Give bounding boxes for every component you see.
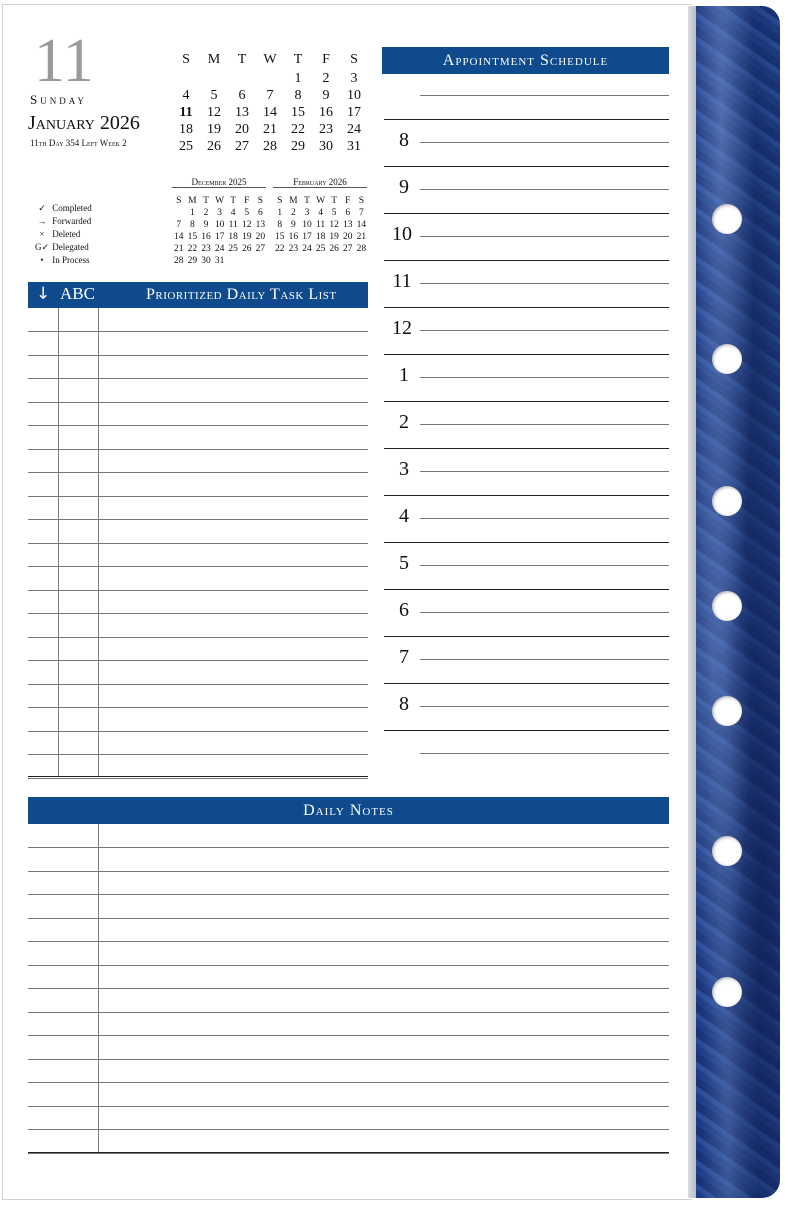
appointment-hour-line: [384, 542, 669, 543]
binder-spine: [688, 6, 696, 1198]
next-month-day-cell: 18: [315, 232, 326, 242]
notes-line: [28, 918, 669, 919]
appointment-hour-line: [384, 354, 669, 355]
prev-month-day-cell: 8: [190, 220, 195, 230]
prev-month-day-cell: 28: [174, 256, 184, 266]
notes-line: [28, 1059, 669, 1060]
legend-label: Forwarded: [50, 216, 92, 226]
legend-symbol: →: [37, 216, 47, 226]
task-row-line: [28, 707, 368, 708]
prev-month-day-cell: 3: [217, 208, 222, 218]
prev-month-day-cell: 19: [242, 232, 252, 242]
next-month-day-cell: 5: [331, 208, 337, 218]
appointment-half-line: [420, 189, 669, 190]
task-row-line: [28, 355, 368, 356]
next-month-day-cell: 25: [315, 244, 326, 254]
month-day-cell: 20: [235, 121, 249, 137]
prev-month-calendar: [172, 195, 267, 267]
next-month-day-cell: 9: [291, 220, 296, 230]
legend-symbol: ×: [39, 229, 45, 239]
next-month-weekday-header: M: [289, 196, 298, 206]
month-day-cell: 4: [182, 87, 190, 103]
prev-month-day-cell: 11: [228, 220, 238, 230]
legend-label: Deleted: [50, 229, 81, 239]
month-day-cell: 8: [294, 87, 302, 103]
binder-hole-icon: [712, 836, 742, 866]
prev-month-day-cell: 29: [187, 256, 198, 266]
month-weekday-header: F: [322, 52, 330, 67]
next-month-weekday-header: T: [304, 196, 310, 206]
binder-hole-icon: [712, 204, 742, 234]
appointment-hour-label: 12: [392, 317, 412, 339]
month-day-cell: 15: [291, 104, 305, 120]
appointment-hour-label: 8: [399, 129, 409, 151]
prev-month-day-cell: 13: [255, 220, 266, 230]
month-day-cell: 22: [291, 121, 305, 137]
month-day-cell: 13: [235, 104, 249, 120]
task-row-line: [28, 566, 368, 567]
appointment-half-line: [420, 706, 669, 707]
next-month-day-cell: 12: [329, 220, 339, 230]
prev-month-day-cell: 7: [176, 220, 182, 230]
month-day-cell: 18: [179, 121, 193, 137]
next-month-title: February 2026: [273, 177, 367, 188]
task-row-line: [28, 472, 368, 473]
appointment-hour-line: [384, 589, 669, 590]
down-arrow-icon: ↓: [36, 284, 51, 304]
next-month-day-cell: 16: [288, 232, 299, 242]
month-day-cell: 31: [347, 138, 361, 154]
prev-month-day-cell: [172, 207, 186, 219]
month-day-cell: 3: [350, 70, 358, 86]
prev-month-day-cell: 21: [174, 244, 184, 254]
prev-month-weekday-header: T: [203, 196, 209, 206]
month-day-cell: 26: [207, 138, 221, 154]
next-month-day-cell: 28: [356, 244, 367, 254]
task-column-divider: [58, 308, 59, 776]
next-month-day-cell: 21: [356, 232, 367, 242]
task-list-header: [28, 282, 368, 308]
prev-month-day-cell: 2: [203, 208, 209, 218]
next-month-calendar: [273, 195, 368, 255]
month-day-cell: 23: [319, 121, 333, 137]
appointment-hour-line: [384, 730, 669, 731]
month-year-label: January 2026: [28, 112, 140, 134]
next-month-day-cell: 23: [288, 244, 299, 254]
binder-hole-icon: [712, 344, 742, 374]
appointment-half-line: [420, 753, 669, 754]
month-day-cell: 10: [347, 87, 361, 103]
prev-month-day-cell: 14: [174, 232, 184, 242]
appointment-hour-label: 3: [399, 458, 409, 480]
task-row-line: [28, 543, 368, 544]
notes-line: [28, 941, 669, 942]
month-weekday-header: M: [207, 52, 221, 67]
appointment-half-line: [420, 236, 669, 237]
prev-month-day-cell: 15: [187, 232, 198, 242]
prev-month-day-cell: 1: [190, 208, 195, 218]
month-day-cell: 2: [322, 70, 330, 86]
task-row-line: [28, 637, 368, 638]
prev-month-day-cell: 10: [214, 220, 225, 230]
appointment-hour-label: 7: [399, 646, 409, 668]
next-month-day-cell: 2: [291, 208, 296, 218]
prev-month-day-cell: [240, 255, 254, 267]
next-month-day-cell: 6: [345, 208, 351, 218]
month-day-cell: 9: [322, 87, 330, 103]
prev-month-day-cell: 16: [201, 232, 211, 242]
task-row-line: [28, 660, 368, 661]
prev-month-weekday-header: M: [188, 196, 197, 206]
legend-symbol: ✓: [38, 203, 46, 213]
appointment-hour-line: [384, 307, 669, 308]
legend-item: [34, 228, 92, 241]
month-day-cell: 17: [347, 104, 361, 120]
month-day-cell: 16: [319, 104, 333, 120]
appointment-hour-line: [384, 636, 669, 637]
month-day-cell: 21: [263, 121, 277, 137]
prev-month-weekday-header: S: [176, 196, 182, 206]
binder-hole-icon: [712, 977, 742, 1007]
task-row-line: [28, 731, 368, 732]
prev-month-day-cell: [226, 255, 240, 267]
appointment-half-line: [420, 565, 669, 566]
appointment-hour-label: 9: [399, 176, 409, 198]
notes-bottom-line: [28, 1152, 669, 1153]
task-list-title: Prioritized Daily Task List: [146, 286, 337, 303]
notes-line: [28, 965, 669, 966]
notes-line: [28, 894, 669, 895]
next-month-day-cell: 4: [318, 208, 323, 218]
task-row-line: [28, 331, 368, 332]
month-day-cell: 30: [319, 138, 333, 154]
month-day-cell: [200, 70, 228, 87]
prev-month-weekday-header: S: [257, 196, 263, 206]
prev-month-day-cell: [254, 255, 268, 267]
next-month-day-cell: 27: [343, 244, 353, 254]
appointment-hour-label: 10: [392, 223, 412, 245]
month-day-cell: 19: [207, 121, 221, 137]
task-row-line: [28, 778, 368, 779]
task-row-line: [28, 754, 368, 755]
appointment-schedule-header: Appointment Schedule: [382, 47, 669, 74]
month-weekday-header: S: [182, 52, 190, 67]
next-month-day-cell: 11: [316, 220, 326, 230]
month-day-cell: 11: [179, 104, 193, 120]
next-month-day-cell: 20: [343, 232, 353, 242]
daily-notes-header: Daily Notes: [28, 797, 669, 824]
appointment-hour-line: [384, 448, 669, 449]
notes-line: [28, 1012, 669, 1013]
month-day-cell: [228, 70, 256, 87]
task-row-line: [28, 684, 368, 685]
next-month-day-cell: 14: [356, 220, 367, 230]
legend-label: In Process: [50, 255, 90, 265]
appointment-hour-label: 6: [399, 599, 409, 621]
appointment-hour-line: [384, 495, 669, 496]
task-row-line: [28, 496, 368, 497]
task-row-line: [28, 613, 368, 614]
task-list-bottom: [28, 776, 368, 777]
prev-month-day-cell: 23: [201, 244, 211, 254]
legend-item: [34, 215, 92, 228]
month-weekday-header: S: [350, 52, 358, 67]
prev-month-title: December 2025: [172, 177, 266, 188]
appointment-hour-line: [384, 119, 669, 120]
month-day-cell: 29: [291, 138, 305, 154]
notes-line: [28, 988, 669, 989]
month-day-cell: 6: [238, 87, 246, 103]
day-number: 11: [34, 27, 94, 95]
prev-month-day-cell: 12: [242, 220, 252, 230]
notes-line: [28, 1129, 669, 1130]
legend-label: Delegated: [50, 242, 89, 252]
notes-line: [28, 847, 669, 848]
next-month-day-cell: 3: [304, 208, 310, 218]
prev-month-weekday-header: T: [230, 196, 237, 206]
day-meta: 11th Day 354 Left Week 2: [30, 138, 127, 148]
task-row-line: [28, 519, 368, 520]
task-row-line: [28, 378, 368, 379]
prev-month-day-cell: 9: [203, 220, 209, 230]
prev-month-day-cell: 24: [214, 244, 225, 254]
month-weekday-header: W: [263, 52, 277, 67]
priority-abc-label: ABC: [60, 284, 95, 303]
next-month-weekday-header: S: [358, 196, 364, 206]
appointment-half-line: [420, 659, 669, 660]
next-month-day-cell: 7: [358, 208, 364, 218]
prev-month-day-cell: 20: [255, 232, 266, 242]
next-month-day-cell: 8: [277, 220, 283, 230]
task-row-line: [28, 425, 368, 426]
month-day-cell: 14: [263, 104, 277, 120]
month-calendar: [172, 50, 368, 155]
legend-label: Completed: [50, 203, 92, 213]
prev-month-day-cell: 25: [228, 244, 238, 254]
notes-margin-line: [98, 824, 99, 1152]
prev-month-day-cell: 4: [230, 208, 236, 218]
next-month-day-cell: 15: [275, 232, 285, 242]
appointment-half-line: [420, 471, 669, 472]
next-month-day-cell: 1: [277, 208, 283, 218]
appointment-half-line: [420, 330, 669, 331]
appointment-half-line: [420, 283, 669, 284]
legend-symbol: G✓: [34, 242, 50, 252]
month-day-cell: 1: [294, 70, 302, 86]
month-day-cell: 5: [210, 87, 218, 103]
notes-line: [28, 1082, 669, 1083]
month-day-cell: 12: [207, 104, 221, 120]
appointment-hour-label: 11: [392, 270, 412, 292]
appointment-hour-label: 8: [399, 693, 409, 715]
month-day-cell: 25: [179, 138, 193, 154]
appointment-half-line: [420, 612, 669, 613]
prev-month-day-cell: 27: [255, 244, 266, 254]
appointment-hour-label: 4: [399, 505, 409, 527]
binder-hole-icon: [712, 486, 742, 516]
month-day-cell: 7: [266, 87, 274, 103]
month-weekday-header: T: [293, 52, 303, 67]
appointment-half-line: [420, 424, 669, 425]
appointment-half-line: [420, 377, 669, 378]
next-month-day-cell: 19: [329, 232, 339, 242]
appointment-hour-label: 2: [399, 411, 409, 433]
next-month-day-cell: 13: [343, 220, 353, 230]
legend-item: [34, 241, 92, 254]
appointment-hour-label: 1: [399, 364, 409, 386]
task-column-divider: [98, 308, 99, 776]
appointment-hour-line: [384, 401, 669, 402]
prev-month-day-cell: 22: [187, 244, 198, 254]
binder-hole-icon: [712, 591, 742, 621]
appointment-hour-line: [384, 683, 669, 684]
next-month-day-cell: 22: [275, 244, 285, 254]
prev-month-weekday-header: W: [215, 196, 225, 206]
prev-month-day-cell: 17: [214, 232, 225, 242]
notes-line: [28, 871, 669, 872]
prev-month-weekday-header: F: [244, 196, 250, 206]
prev-month-day-cell: 18: [228, 232, 238, 242]
prev-month-day-cell: 30: [201, 256, 211, 266]
appointment-half-line: [420, 518, 669, 519]
appointment-hour-line: [384, 166, 669, 167]
prev-month-day-cell: 6: [257, 208, 263, 218]
next-month-day-cell: 10: [302, 220, 312, 230]
month-day-cell: 24: [347, 121, 361, 137]
task-row-line: [28, 449, 368, 450]
notes-line: [28, 1106, 669, 1107]
prev-month-day-cell: 5: [244, 208, 250, 218]
next-month-weekday-header: F: [345, 196, 351, 206]
legend-symbol: •: [40, 255, 44, 265]
next-month-day-cell: 24: [302, 244, 312, 254]
binder-hole-icon: [712, 696, 742, 726]
next-month-weekday-header: W: [316, 196, 326, 206]
task-row-line: [28, 590, 368, 591]
next-month-weekday-header: T: [331, 196, 338, 206]
weekday-label: Sunday: [30, 92, 87, 107]
task-row-line: [28, 402, 368, 403]
month-day-cell: 28: [263, 138, 277, 154]
appointment-hour-label: 5: [399, 552, 409, 574]
next-month-day-cell: 17: [302, 232, 312, 242]
legend-item: [34, 202, 92, 215]
prev-month-day-cell: 26: [242, 244, 252, 254]
status-legend: [34, 202, 92, 267]
month-day-cell: 27: [235, 138, 249, 154]
notes-line: [28, 1035, 669, 1036]
prev-month-day-cell: 31: [214, 256, 225, 266]
appointment-light-line: [420, 95, 669, 96]
next-month-day-cell: 26: [329, 244, 339, 254]
month-day-cell: [256, 70, 284, 87]
month-weekday-header: T: [237, 52, 247, 67]
legend-item: [34, 254, 92, 267]
month-day-cell: [172, 70, 200, 87]
appointment-hour-line: [384, 260, 669, 261]
next-month-weekday-header: S: [277, 196, 283, 206]
appointment-half-line: [420, 142, 669, 143]
appointment-hour-line: [384, 213, 669, 214]
